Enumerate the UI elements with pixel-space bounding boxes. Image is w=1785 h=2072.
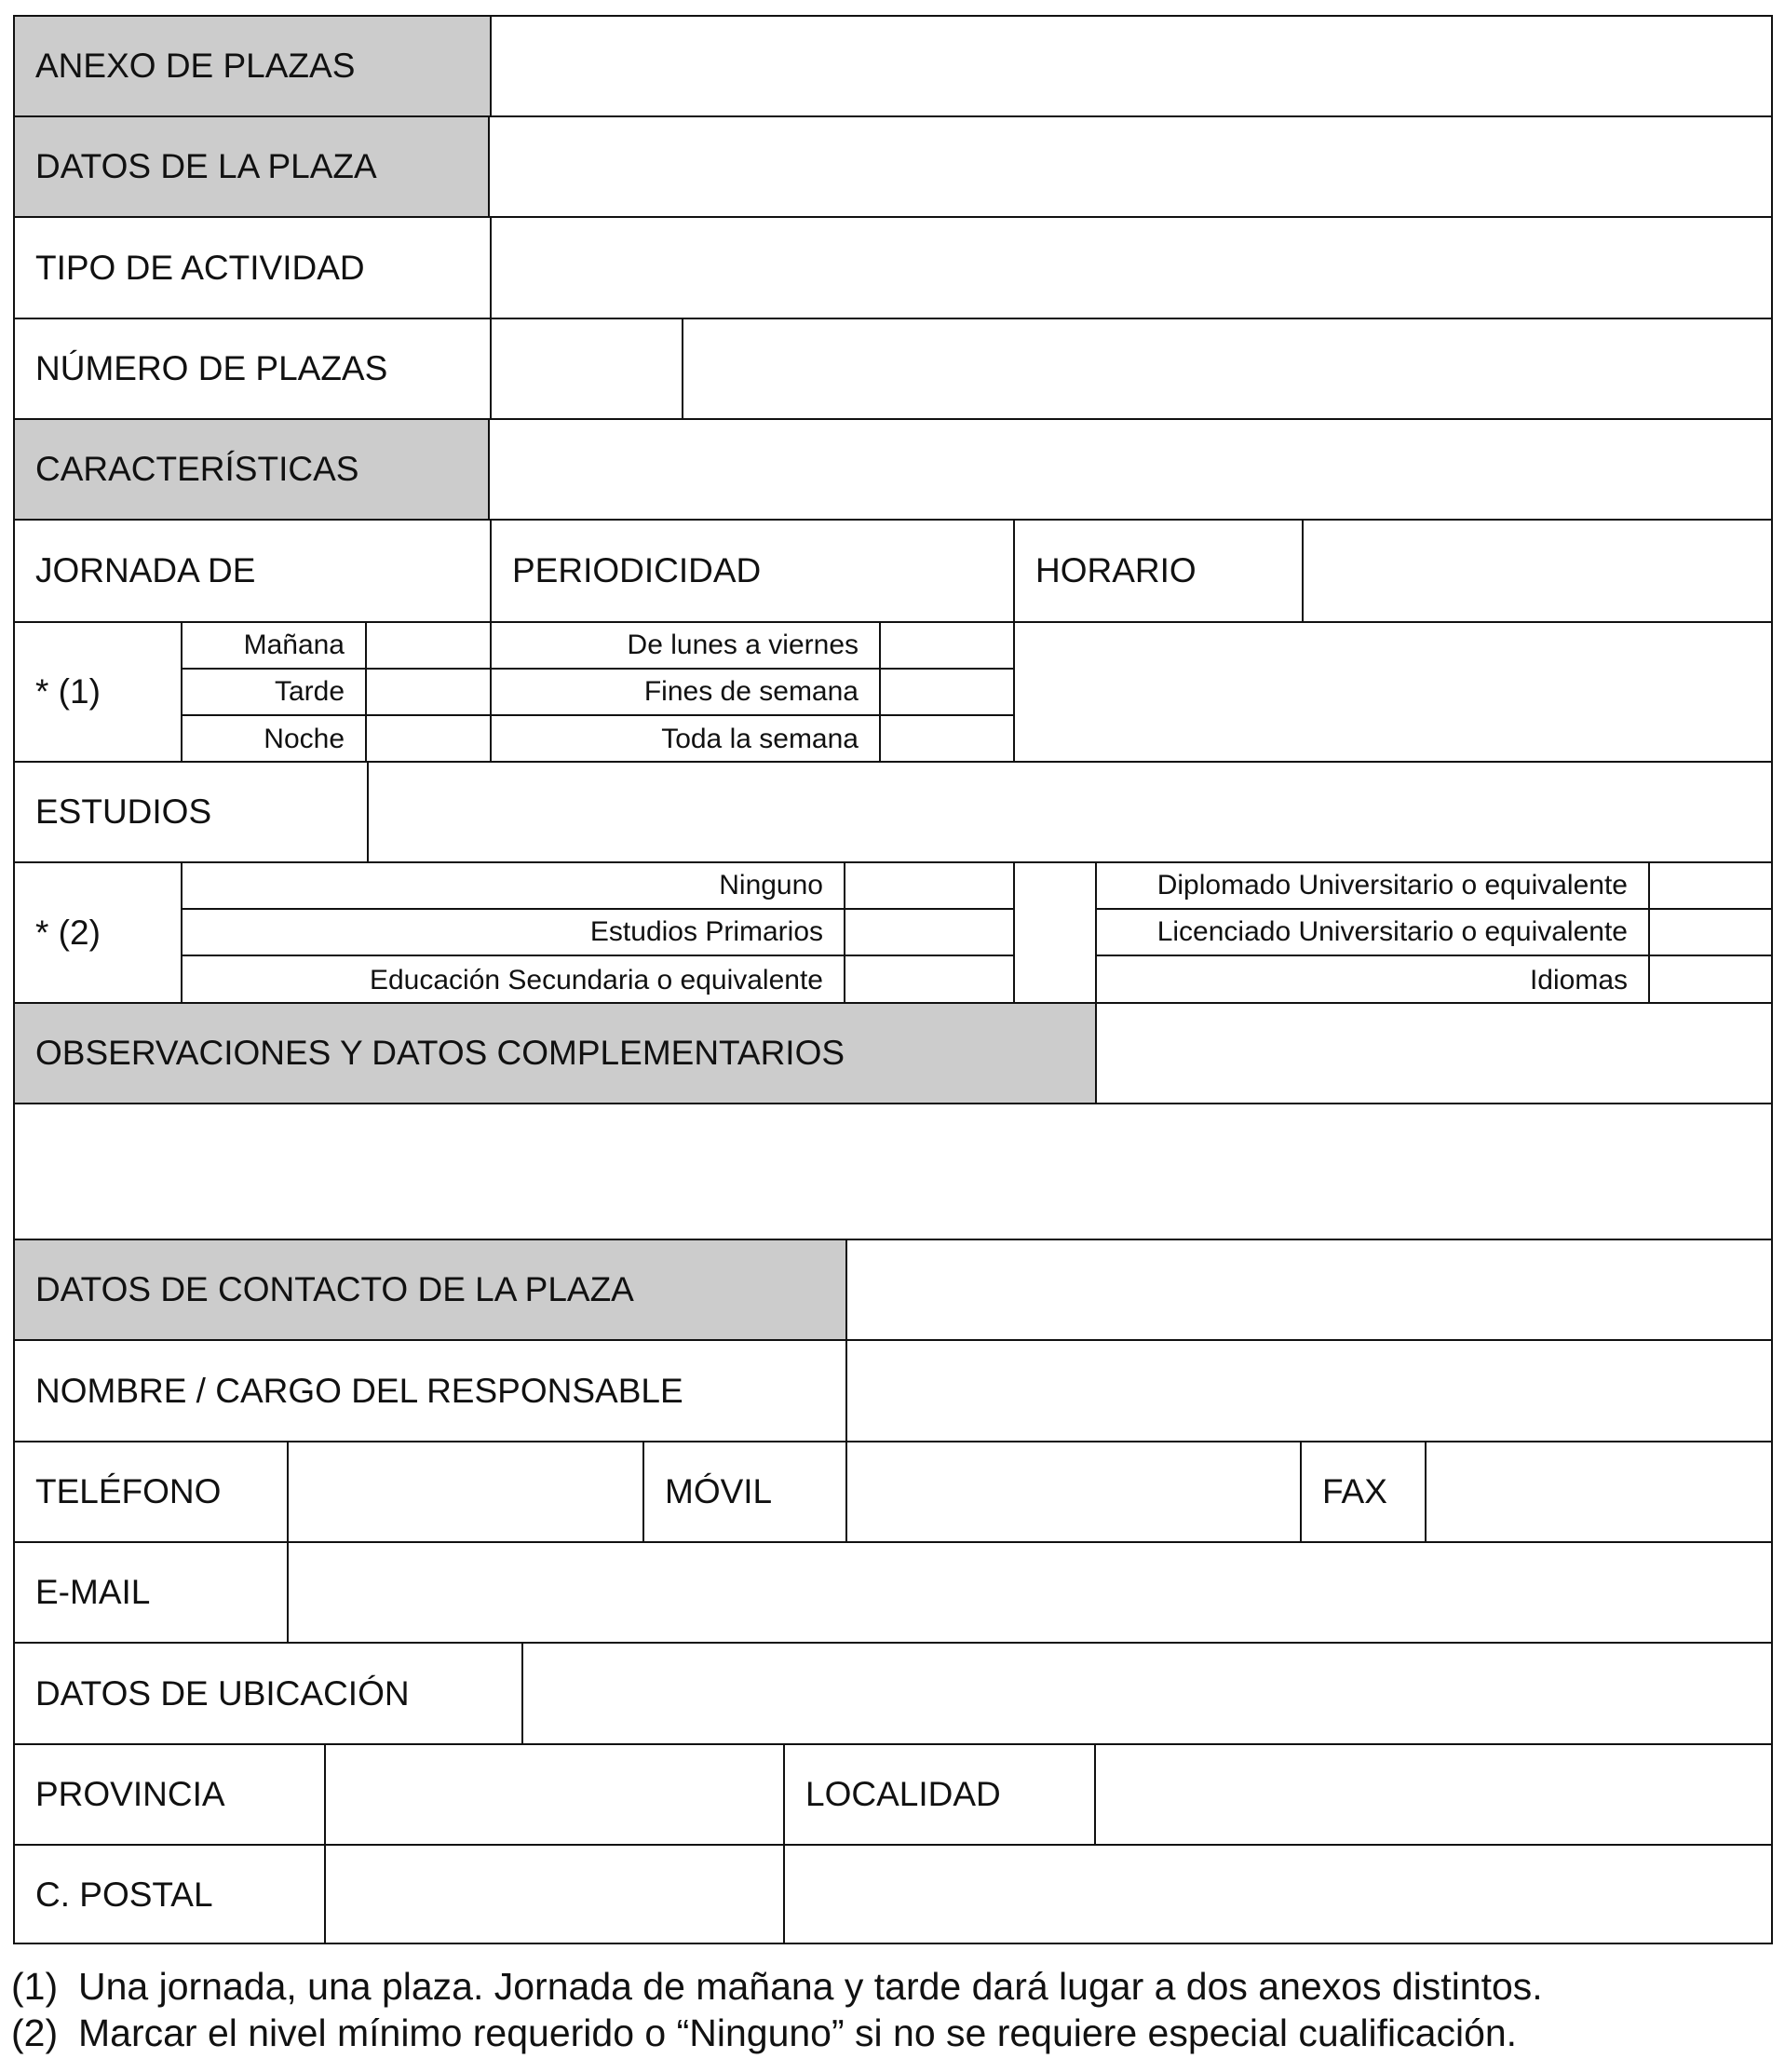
periodicidad-checkbox-fines-semana[interactable] bbox=[881, 670, 1013, 716]
periodicidad-option-fines-semana: Fines de semana bbox=[492, 670, 879, 716]
mark-1: * (1) bbox=[15, 623, 183, 761]
fax-label: FAX bbox=[1302, 1442, 1427, 1541]
jornada-de-label: JORNADA DE bbox=[15, 521, 492, 621]
row-provincia-localidad bbox=[15, 1745, 1771, 1846]
periodicidad-label: PERIODICIDAD bbox=[492, 521, 1015, 621]
movil-label: MÓVIL bbox=[644, 1442, 847, 1541]
jornada-checkbox-noche[interactable] bbox=[367, 716, 490, 763]
row-contacto bbox=[15, 1240, 1771, 1341]
anexo-field[interactable] bbox=[492, 17, 1771, 115]
fax-field[interactable] bbox=[1427, 1442, 1771, 1541]
periodicidad-option-lunes-viernes: De lunes a viernes bbox=[492, 623, 879, 670]
provincia-label: PROVINCIA bbox=[15, 1745, 326, 1844]
numero-plazas-extra bbox=[683, 319, 1771, 418]
estudios-spacer bbox=[1015, 863, 1097, 1002]
footnote-1 bbox=[11, 1963, 1771, 2010]
row-estudios-options bbox=[15, 863, 1771, 1004]
row-cpostal bbox=[15, 1846, 1771, 1944]
row-jornada-headers bbox=[15, 521, 1771, 623]
jornada-options-col bbox=[183, 623, 367, 761]
observaciones-field[interactable] bbox=[15, 1104, 1771, 1239]
horario-label: HORARIO bbox=[1015, 521, 1304, 621]
email-label: E-MAIL bbox=[15, 1543, 289, 1642]
jornada-checkbox-col bbox=[367, 623, 492, 761]
estudios-left-checkbox-col bbox=[845, 863, 1015, 1002]
observaciones-header: OBSERVACIONES Y DATOS COMPLEMENTARIOS bbox=[15, 1004, 1097, 1103]
contacto-header: DATOS DE CONTACTO DE LA PLAZA bbox=[15, 1240, 847, 1339]
footnote-1-text: Una jornada, una plaza. Jornada de mañana y tarde dará lugar a dos anexos distintos. bbox=[78, 1965, 1543, 2008]
footnotes bbox=[11, 1963, 1771, 2056]
cpostal-extra bbox=[785, 1846, 1771, 1944]
cpostal-field[interactable] bbox=[326, 1846, 785, 1944]
telefono-field[interactable] bbox=[289, 1442, 644, 1541]
caracteristicas-field bbox=[490, 420, 1771, 519]
estudios-checkbox-primarios[interactable] bbox=[845, 910, 1013, 956]
cpostal-label: C. POSTAL bbox=[15, 1846, 326, 1944]
row-telefonos bbox=[15, 1442, 1771, 1543]
footnote-2-text: Marcar el nivel mínimo requerido o “Ninguno” si no se requiere especial cualificación. bbox=[78, 2011, 1518, 2054]
mark-2: * (2) bbox=[15, 863, 183, 1002]
email-field[interactable] bbox=[289, 1543, 1771, 1642]
datos-plaza-field bbox=[490, 117, 1771, 216]
periodicidad-option-toda-semana: Toda la semana bbox=[661, 724, 859, 754]
row-nombre-cargo bbox=[15, 1341, 1771, 1442]
contacto-extra bbox=[847, 1240, 1771, 1339]
row-observaciones-field bbox=[15, 1104, 1771, 1240]
estudios-checkbox-ninguno[interactable] bbox=[845, 863, 1013, 910]
anexo-title: ANEXO DE PLAZAS bbox=[15, 17, 492, 115]
row-datos-plaza bbox=[15, 117, 1771, 218]
tipo-actividad-field[interactable] bbox=[492, 218, 1771, 318]
estudios-option-diplomado: Diplomado Universitario o equivalente bbox=[1097, 863, 1648, 910]
estudios-left-col bbox=[183, 863, 845, 1002]
jornada-checkbox-tarde[interactable] bbox=[367, 670, 490, 716]
estudios-checkbox-diplomado[interactable] bbox=[1650, 863, 1771, 910]
row-caracteristicas bbox=[15, 420, 1771, 521]
numero-plazas-field[interactable] bbox=[492, 319, 683, 418]
periodicidad-checkbox-lunes-viernes[interactable] bbox=[881, 623, 1013, 670]
provincia-field[interactable] bbox=[326, 1745, 785, 1844]
estudios-field bbox=[369, 763, 1771, 861]
localidad-field[interactable] bbox=[1096, 1745, 1771, 1844]
telefono-label: TELÉFONO bbox=[15, 1442, 289, 1541]
footnote-1-number: (1) bbox=[11, 1965, 59, 2008]
observaciones-extra bbox=[1097, 1004, 1771, 1103]
row-numero-plazas bbox=[15, 319, 1771, 420]
movil-field[interactable] bbox=[847, 1442, 1302, 1541]
estudios-option-secundaria: Educación Secundaria o equivalente bbox=[369, 964, 823, 995]
periodicidad-checkbox-col bbox=[881, 623, 1015, 761]
jornada-option-noche: Noche bbox=[264, 724, 345, 754]
localidad-label: LOCALIDAD bbox=[785, 1745, 1096, 1844]
estudios-option-ninguno: Ninguno bbox=[183, 863, 844, 910]
horario-detail-field[interactable] bbox=[1015, 623, 1771, 761]
ubicacion-field[interactable] bbox=[523, 1644, 1771, 1743]
row-estudios bbox=[15, 763, 1771, 863]
anexo-plazas-form bbox=[13, 15, 1773, 1944]
caracteristicas-header: CARACTERÍSTICAS bbox=[15, 420, 490, 519]
row-jornada-options bbox=[15, 623, 1771, 763]
row-tipo-actividad bbox=[15, 218, 1771, 319]
estudios-checkbox-idiomas[interactable] bbox=[1650, 956, 1771, 1004]
footnote-2 bbox=[11, 2010, 1771, 2056]
tipo-actividad-label: TIPO DE ACTIVIDAD bbox=[15, 218, 492, 318]
estudios-option-licenciado: Licenciado Universitario o equivalente bbox=[1097, 910, 1648, 956]
ubicacion-label: DATOS DE UBICACIÓN bbox=[15, 1644, 523, 1743]
row-observaciones bbox=[15, 1004, 1771, 1104]
estudios-right-checkbox-col bbox=[1650, 863, 1771, 1002]
horario-field[interactable] bbox=[1304, 521, 1771, 621]
datos-plaza-header: DATOS DE LA PLAZA bbox=[15, 117, 490, 216]
estudios-checkbox-licenciado[interactable] bbox=[1650, 910, 1771, 956]
estudios-checkbox-secundaria[interactable] bbox=[845, 956, 1013, 1004]
footnote-2-number: (2) bbox=[11, 2011, 59, 2054]
estudios-label: ESTUDIOS bbox=[15, 763, 369, 861]
periodicidad-options-col bbox=[492, 623, 881, 761]
row-anexo bbox=[15, 17, 1771, 117]
estudios-option-primarios: Estudios Primarios bbox=[183, 910, 844, 956]
row-email bbox=[15, 1543, 1771, 1644]
estudios-right-col bbox=[1097, 863, 1650, 1002]
nombre-cargo-field[interactable] bbox=[847, 1341, 1771, 1441]
jornada-option-manana: Mañana bbox=[183, 623, 365, 670]
periodicidad-checkbox-toda-semana[interactable] bbox=[881, 716, 1013, 763]
nombre-cargo-label: NOMBRE / CARGO DEL RESPONSABLE bbox=[15, 1341, 847, 1441]
estudios-option-idiomas: Idiomas bbox=[1529, 964, 1628, 995]
row-ubicacion bbox=[15, 1644, 1771, 1745]
jornada-option-tarde: Tarde bbox=[183, 670, 365, 716]
numero-plazas-label: NÚMERO DE PLAZAS bbox=[15, 319, 492, 418]
jornada-checkbox-manana[interactable] bbox=[367, 623, 490, 670]
